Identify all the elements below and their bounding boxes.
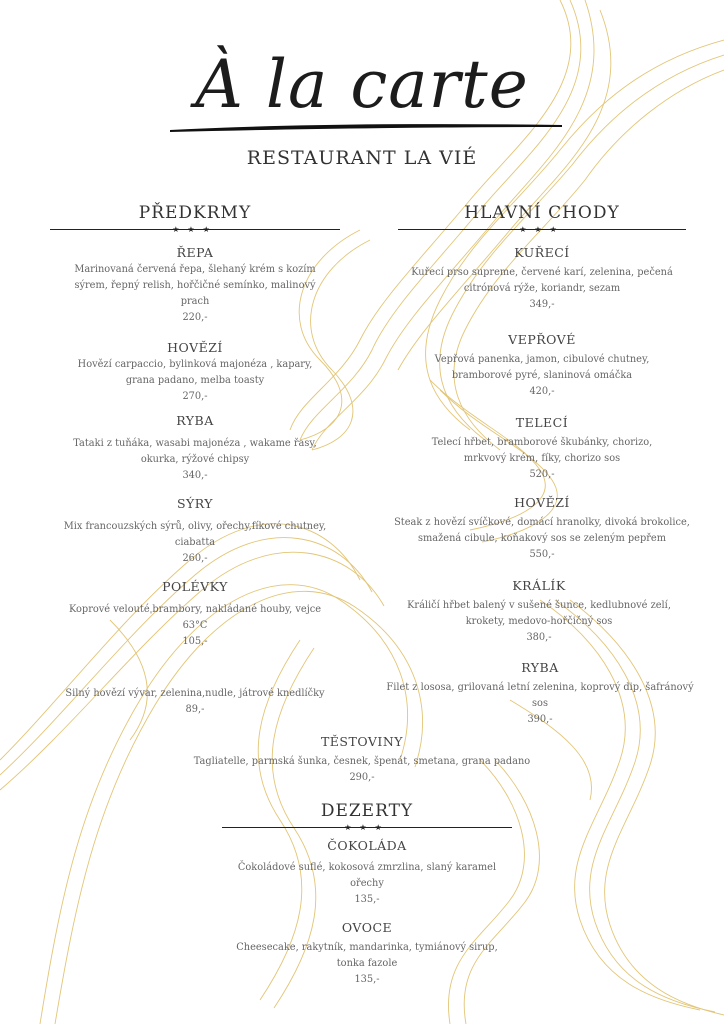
menu-item [234, 919, 500, 988]
menu-item [62, 412, 328, 484]
item-price: 89,- [185, 704, 205, 715]
item-price: 520,- [529, 469, 555, 480]
menu-title: À la carte [195, 46, 529, 123]
item-name: HOVĚZÍ [167, 340, 223, 355]
menu-item [62, 244, 328, 326]
item-description: Mix francouzských sýrů, olivy, ořechy,fíkové chutney, ciabatta [63, 521, 327, 548]
item-name: SÝRY [176, 496, 214, 511]
item-description: Hovězí carpaccio, bylinková majonéza , kapary, grana padano, melba toasty [77, 359, 313, 386]
stars-ornament: ★★★ [344, 823, 390, 832]
item-description: Tataki z tuňáka, wasabi majonéza , wakame řasy, okurka, rýžové chipsy [73, 438, 317, 465]
item-name: OVOCE [341, 920, 393, 935]
item-name: RYBA [176, 413, 214, 428]
item-description: Vepřová panenka, jamon, cibulové chutney, bramborové pyré, slaninová omáčka [434, 354, 650, 381]
menu-item [62, 495, 328, 567]
item-name: HOVĚZÍ [514, 495, 570, 510]
item-price: 270,- [182, 391, 208, 402]
item-price: 105,- [182, 636, 208, 647]
item-description: Steak z hovězí svíčkové, domácí hranolky, divoká brokolice, smažená cibule, koňakový sos se zeleným pepřem [394, 517, 690, 544]
item-name: TELECÍ [515, 415, 569, 430]
menu-item [410, 244, 674, 313]
menu-item [392, 494, 692, 563]
section-title-hlavni-chody: HLAVNÍ CHODY [464, 203, 620, 223]
item-name: POLÉVKY [162, 579, 228, 594]
menu-item [410, 414, 674, 483]
title-underline [170, 118, 562, 136]
item-description: Tagliatelle, parmská šunka, česnek, špenát, smetana, grana padano [193, 756, 531, 767]
item-price: 135,- [354, 974, 380, 985]
item-price: 260,- [182, 553, 208, 564]
item-price: 220,- [182, 312, 208, 323]
menu-item-testoviny [190, 733, 534, 786]
item-price: 390,- [527, 714, 553, 725]
item-price: 340,- [182, 470, 208, 481]
item-name: KRÁLÍK [512, 578, 566, 593]
item-description: Koprové veloutéˌbrambory, nakládané houby, vejce 63°C [68, 604, 322, 631]
item-price: 380,- [526, 632, 552, 643]
restaurant-name: RESTAURANT LA VIÉ [246, 147, 478, 169]
menu-item [380, 659, 700, 728]
menu-item [62, 578, 328, 650]
item-name: VEPŘOVÉ [508, 332, 576, 347]
item-name: ŘEPA [176, 245, 214, 260]
item-description: Čokoládové suflé, kokosová zmrzlina, slaný karamel ořechy [237, 862, 497, 889]
stars-ornament: ★★★ [172, 225, 218, 234]
item-price: 290,- [349, 772, 375, 783]
item-price: 349,- [529, 299, 555, 310]
menu-item [234, 837, 500, 908]
item-description: Filet z lososa, grilovaná letní zelenina, koprový dip, šafránový sos [386, 682, 694, 709]
item-description: Kuřecí prso supreme, červené karí, zelenina, pečená citrónová rýže, koriandr, sezam [411, 267, 673, 294]
menu-item [62, 339, 328, 405]
item-description: Silný hovězí vývar, zelenina,nudle, játrové knedlíčky [65, 688, 325, 699]
menu-item [410, 331, 674, 400]
item-name: TĚSTOVINY [320, 734, 404, 749]
section-title-predkrmy: PŘEDKRMY [138, 203, 252, 223]
item-description: Cheesecake, rakytník, mandarinka, tymiánový sirup, tonka fazole [236, 942, 498, 969]
stars-ornament: ★★★ [519, 225, 565, 234]
section-title-dezerty: DEZERTY [320, 801, 414, 821]
item-description: Marinovaná červená řepa, šlehaný krém s kozím sýrem, řepný relish, hořčičné semínko, malinový prach [74, 264, 316, 307]
item-price: 550,- [529, 549, 555, 560]
item-name: ČOKOLÁDA [327, 838, 407, 853]
menu-item [388, 577, 690, 646]
item-name: RYBA [521, 660, 559, 675]
menu-item [52, 686, 338, 718]
item-name: KUŘECÍ [514, 245, 570, 260]
item-price: 420,- [529, 386, 555, 397]
item-description: Telecí hřbet, bramborové škubánky, chorizo, mrkvový krém, fíky, chorizo sos [431, 437, 653, 464]
item-description: Králičí hřbet balený v sušené šunce, kedlubnové zelí, krokety, medovo-hořčičný sos [407, 600, 671, 627]
item-price: 135,- [354, 894, 380, 905]
